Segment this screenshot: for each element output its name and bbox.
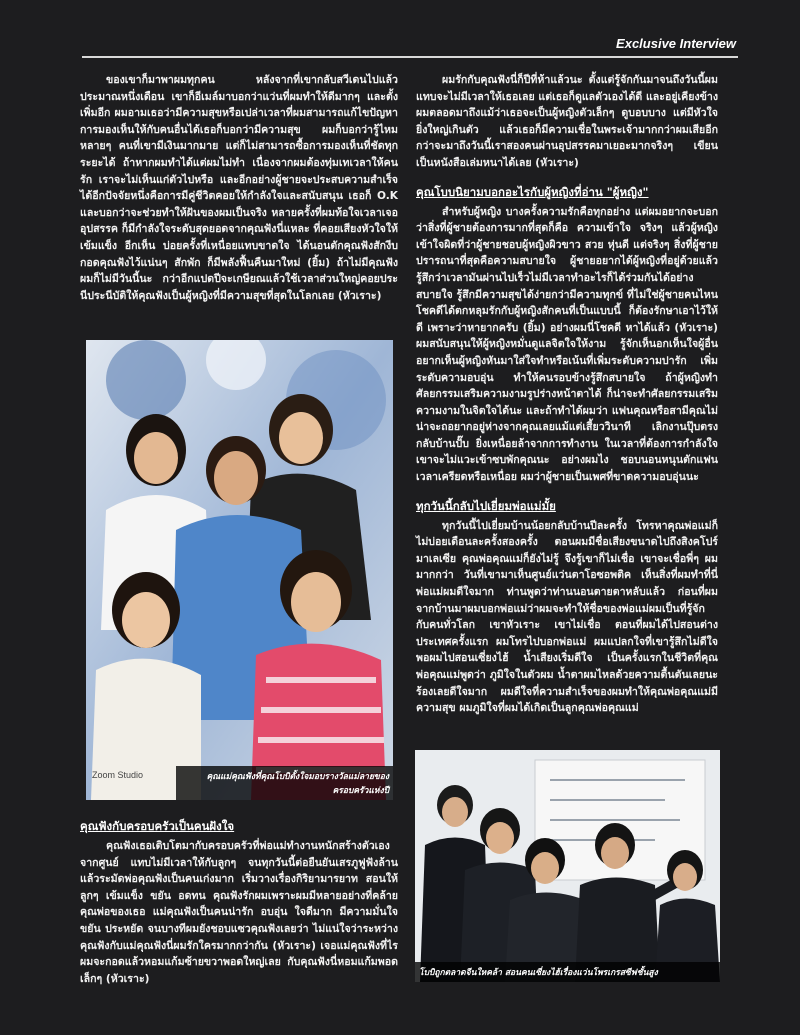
- family-photo-illustration: [86, 340, 393, 800]
- right-section2-heading: ทุกวันนี้กลับไปเยี่ยมพ่อแม่มั้ย: [416, 498, 556, 513]
- left-column-bottom: [80, 806, 398, 987]
- studio-watermark: Zoom Studio: [92, 770, 144, 780]
- right-section1-paragraph: สำหรับผู้หญิง บางครั้งความรักคือทุกอย่าง แต่ผมอยากจะบอกว่าสิ่งที่ผู้ชายต้องการมากที่สุดก็คือ ความเข้าใจ จริงๆ แล้วผู้หญิงเข้าใจผิดที่ว่าผู้ชายชอบผู้หญิงผิวขาว สวย หุ่นดี แต่จริงๆ สิ่งที่ผู้ชายปรารถนาที่สุดคือความสบายใจ ผู้ชายอยากได้ผู้หญิงที่อยู่ด้วยแล้วรู้สึกว่าเวลามันผ่านไปเร็วไม่มีเวลาทำอะไรก็ได้ร่วมกันได้อย่างสบายใจ รู้สึกมีความสุขได้ง่ายกว่ามีความทุกข์ ที่ไม่ใช่ผู้ชายคนไหนโชคดีได้ตกหลุมรักกับผู้หญิงสักคนที่เป็นแบบนี้ ก็ต้องรักษาเอาไว้ให้ดี เพราะว่าหายากครับ (ยิ้ม) อย่างผมนี่โชคดี หาได้แล้ว (หัวเราะ) ผมสนับสนุนให้ผู้หญิงหมั่นดูแลจิตใจให้งาม รู้จักเห็นอกเห็นใจผู้อื่น อยากเห็นผู้หญิงหันมาใส่ใจทำหรือเน้นที่เพิ่มระดับความปารัก เพิ่มระดับความอบอุ่น ทำให้คนรอบข้างรู้สึกสบายใจ ถ้าผู้หญิงทำศัลยกรรมเสริมความงามรูปร่างหน้าตาได้ ก็น่าจะทำศัลยกรรมเสริมความงามในจิตใจได้นะ และถ้าทำได้ผมว่า แฟนคุณหรือสามีคุณไม่น่าจะถอยากอยู่ห่างจากคุณเลยแม้แต่เสี้ยววินาที เลิกงานปุ๊บตรงกลับบ้านปั๊บ ยิ่งเหนื่อยล้าจากการทำงาน ในเวลาที่ต้องการกำลังใจ เขาจะไม่แวะเข้าซบพักคุณนะ อย่างผมไง ชอบนอนหนุนตักแฟนเวลาเครียดหรือเหนื่อย ผมว่าผู้ชายเป็นเพศที่ขาดความอบอุ่นนะ: [416, 205, 718, 484]
- left-section-paragraph: คุณฟังเธอเติบโตมากับครอบครัวที่พ่อแม่ทำงานหนักสร้างตัวเองจากศูนย์ แทบไม่มีเวลาให้กับลูกๆ จนทุกวันนี้ต่อยืนยันเสรภูฟูฟังล้านแล้วระมัดพ่อคุณฟังเป็นคนเก่งมาก เริ่มวางเรื่องกิริยามารยาท สอนให้ลูกๆ เข้มแข็ง ขยัน อดทน คุณฟังรักผมเพราะผมมีหลายอย่างที่คล้ายคุณพ่อของเธอ แม่คุณฟังเป็นคนน่ารัก อบอุ่น ใจดีมาก มีความมั่นใจ ขยัน ประหยัด จนบางทีผมยังชอบแซวคุณฟังเลยว่า ไม่แน่ใจว่าระหว่างคุณฟังกับแม่คุณฟังนี่ผมรักใครมากกว่ากัน (หัวเราะ) เจอแม่คุณฟังที่ไร ผมจะกอดแล้วหอมแก้มซ้ายขวาพอดใหญ่เลย กับคุณฟังนี่หอมแก้มพอดเล็กๆ (หัวเราะ): [80, 840, 398, 985]
- left-intro-paragraph: ของเขาก็มาพาผมทุกคน หลังจากที่เขากลับสวีเดนไปแล้วประมาณหนึ่งเดือน เขาก็อีเมล์มาบอกว่าแว่นที่ผมทำให้ดีมากๆ และตั้งเพิ่มอีก ผมอามเธอว่ามีความสุขหรือเปล่าเวลาที่ผมสามารถแก้ไขปัญหาการมองเห็นให้กับคนอื่นได้เธอก็บอกว่ามีความสุข ผมก็บอกว่ารู้ไหมหลายๆ คนที่เขามีเงินมากมาย แต่ก็ไม่สามารถซื้อการมองเห็นที่ชัดทุกระยะได้ ถ้าหากผมทำได้แต่ผมไม่ทำ เนื่องจากผมต้องทุ่มเทเวลาให้คนรัก เราจะไม่เห็นแก่ตัวไปหรือ และอีกอย่างผู้ชายจะประสบความสำเร็จได้อีกปัจจัยหนึ่งคือการมีคู่ชีวิตคอยให้กำลังใจและสนับสนุน เธอก็ O.K และบอกว่าจะช่วยทำให้ฝันของผมเป็นจริง หลายครั้งที่ผมท้อใจเวลาเจออุปสรรค ก็มีกำลังใจระดับสุดยอดจากคุณฟังนี่แหละ ที่คอยเสียงหัวใจให้เข้มแข็ง อีกเห็น บ่อยครั้งที่เหนื่อยแทบขาดใจ ได้นอนตักคุณฟังสักงีบ กอดคุณฟังไว้แน่นๆ สักพัก ก็มีพลังฟื้นคืนมาใหม่ (ยิ้ม) ถ้าไม่มีคุณฟังผมก็ไม่มีวันนี้นะ กว่าอีกแปดปีจะเกษียณแล้วใช้เวลาส่วนใหญ่คอยประนีประนีบัติให้คุณฟังเป็นผู้หญิงที่มีความสุขที่สุดในโลกเลย (หัวเราะ): [80, 74, 398, 302]
- section-title: Exclusive Interview: [616, 36, 736, 51]
- classroom-photo: [415, 750, 720, 982]
- classroom-photo-caption: โบบิถูกตลาดจีนใหคล้า สอนคนเซี่ยงไฮ้เรื่องแว่นโพรเกรสซีฟชั้นสูง: [415, 962, 720, 982]
- family-photo-caption: คุณแม่คุณฟังที่คุณโบบิตั้งใจมอบรางวัลแม่ลายของครอบครัวแห่งปี: [176, 766, 393, 800]
- right-section1-heading: คุณโบบนิยามบอกอะไรกับผู้หญิงที่อ่าน "ผู้หญิง": [416, 184, 649, 199]
- right-intro-paragraph: ผมรักกับคุณฟังนี่ก็ปีที่ห้าแล้วนะ ตั้งแต่รู้จักกันมาจนถึงวันนี้ผมแทบจะไม่มีเวลาให้เธอเลย แต่เธอก็ดูแลตัวเองได้ดี และอยู่เคียงข้างผมตลอดมาถึงแม้ว่าเธอจะเป็นผู้หญิงตัวเล็กๆ ดูบอบบาง แต่มีหัวใจยิ่งใหญ่เกินตัว แล้วเธอก็มีความเชื่อในพระเจ้ามากกว่าผมเสียอีก กว่าจะมาถึงวันนี้เราสองคนผ่านอุปสรรคมาเยอะมากจริงๆ เขียนเป็นหนังสือเล่มหนาได้เลย (หัวเราะ): [416, 74, 718, 169]
- left-column-top: [80, 72, 398, 304]
- classroom-photo-illustration: [415, 750, 720, 982]
- left-section-heading: คุณฟังกับครอบครัวเป็นคนฝังใจ: [80, 819, 235, 833]
- right-section2-paragraph: ทุกวันนี้ไปเยี่ยมบ้านน้อยกลับบ้านปีละครั้ง โทรหาคุณพ่อแม่ก็ไม่บ่อยเดือนละครั้งสองครั้ง ตอนผมมีชื่อเสียงขนาดไปถึงสิงคโปร์ มาเลเซีย คุณพ่อคุณแม่ก็ยังไม่รู้ จึงรู้เขาก็ไม่เชื่อ เขาจะเชื่อพี่ๆ ผมมากกว่า วันที่เขามาเห็นศูนย์แว่นตาโอซอพติค เห็นสิ่งที่ผมทำที่นี่ พ่อแม่ผมดีใจมาก ท่านพูดว่าท่านนอนตายตาหลับแล้ว ก่อนที่ผมจากบ้านมาผมบอกพ่อแม่ว่าผมจะทำให้ชื่อของพ่อแม่ผมเป็นที่รู้จักกับคนทั่วโลก เขาหัวเราะ เขาไม่เชื่อ ตอนที่ผมได้ไปสอนต่างประเทศครั้งแรก ผมโทรไปบอกพ่อแม่ ผมแปลกใจที่เขารู้สึกไม่ดีใจ พอผมไปสอนเซี่ยงไฮ้ น้ำเสียงเริ่มดีใจ เป็นครั้งแรกในชีวิตที่คุณพ่อคุณแม่พูดว่า ภูมิใจในตัวผม น้ำตาผมไหลด้วยความตื้นตันเลยนะ ร้องเลยดีใจมาก ผมดีใจที่ความสำเร็จของผมทำให้คุณพ่อคุณแม่มีความสุข ผมภูมิใจที่ผมได้เกิดเป็นลูกคุณพ่อคุณแม่: [416, 519, 718, 715]
- page-header: [82, 36, 738, 58]
- family-photo: [86, 340, 393, 800]
- right-column: [416, 72, 718, 717]
